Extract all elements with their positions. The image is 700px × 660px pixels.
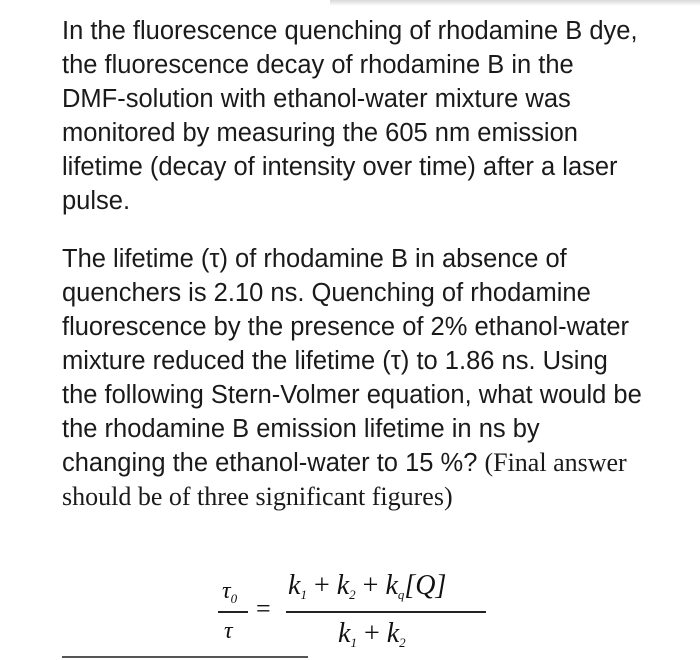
lhs-numerator: $\tau_0$ (222, 578, 238, 606)
equals-sign: = (256, 594, 271, 623)
question-paragraph-2-text: The lifetime (τ) of rhodamine B in absence of quenchers is 2.10 ns. Quenching of rhodamine fluorescence by the presence of 2% ethanol-water mixture reduced the lifetime (τ) to 1.86 ns. Using the following Stern-Volmer equation, what would be the rhodamine B emission lifetime in ns by changing the ethanol-water to 15 %? (62, 245, 642, 477)
stern-volmer-equation (210, 568, 510, 660)
lhs-fraction-line (218, 611, 248, 613)
rhs-fraction-line (286, 611, 486, 613)
lhs-denominator: τ (224, 618, 233, 644)
rhs-numerator: k1 + k2 + kq[Q] (288, 570, 447, 602)
final-answer-note: (Final answer should be of three significant figures) (62, 448, 627, 511)
question-paragraph-1: In the fluorescence quenching of rhodamine B dye, the fluorescence decay of rhodamine B in the DMF-solution with ethanol-water mixture was monitored by measuring the 605 nm emission lifetime (decay of intensity over time) after a laser pulse. (62, 17, 638, 215)
top-edge-shadow (330, 0, 700, 6)
rhs-denominator: k1 + k2 (338, 618, 406, 650)
bottom-divider (62, 656, 308, 658)
question-paragraph-2 (62, 242, 642, 514)
